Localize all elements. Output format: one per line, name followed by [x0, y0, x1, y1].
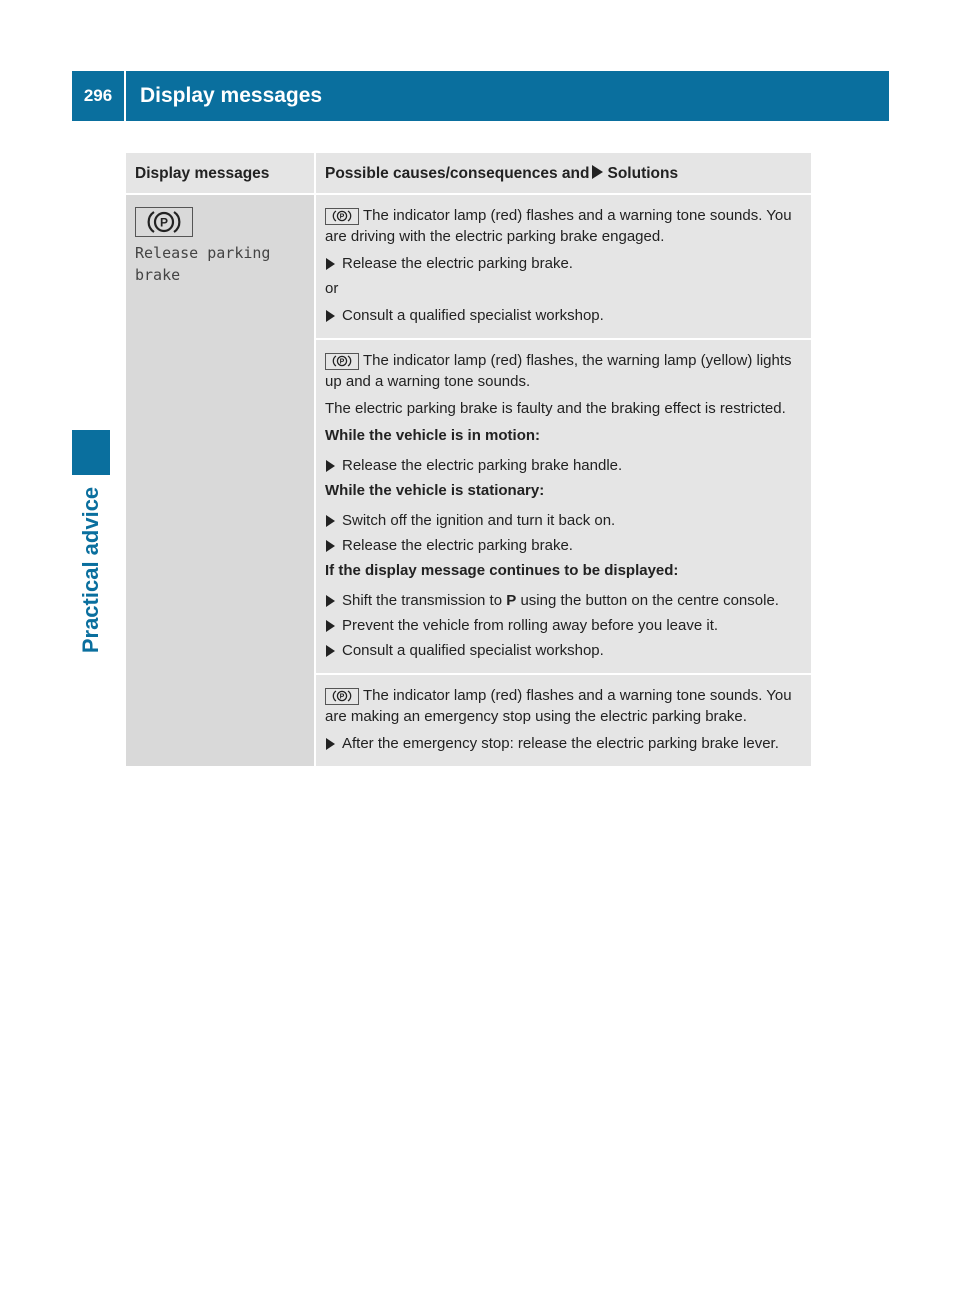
solution-step	[325, 305, 803, 326]
step-arrow-icon	[326, 738, 335, 750]
step-arrow-icon	[326, 540, 335, 552]
cause-text: You are driving with the electric parking brake engaged.	[325, 207, 792, 245]
step-text: Switch off the ignition and turn it back on.	[342, 512, 616, 529]
svg-text:P: P	[339, 358, 345, 366]
intro-text: The indicator lamp (red) flashes and a warning tone sounds.	[363, 687, 763, 704]
step-text: Release the electric parking brake handle.	[342, 457, 623, 474]
step-arrow-icon	[326, 645, 335, 657]
step-text: using the button on the centre console.	[520, 592, 779, 609]
step-text: Shift the transmission to	[342, 592, 503, 609]
solution-arrow-icon	[592, 165, 603, 179]
step-text: Consult a qualified specialist workshop.	[342, 642, 604, 659]
solution-step	[325, 590, 803, 611]
solution-block-1	[316, 193, 811, 338]
side-tab-marker	[72, 430, 110, 475]
step-arrow-icon	[326, 515, 335, 527]
step-text: After the emergency stop: release the electric parking brake lever.	[342, 735, 779, 752]
step-text: Consult a qualified specialist workshop.	[342, 307, 604, 324]
solution-step	[325, 535, 803, 556]
svg-text:P: P	[339, 213, 345, 221]
page-number: 296	[72, 71, 126, 121]
or-text: or	[325, 280, 339, 297]
svg-text:P: P	[159, 215, 169, 230]
table-row	[126, 193, 811, 338]
parking-brake-indicator-icon	[325, 208, 359, 225]
subheading-stationary: While the vehicle is stationary:	[325, 482, 545, 499]
solution-step	[325, 455, 803, 476]
column-header-display-messages: Display messages	[126, 153, 316, 193]
parking-brake-icon	[135, 207, 193, 237]
intro-text: The indicator lamp (red) flashes and a warning tone sounds.	[363, 207, 763, 224]
subheading-still-displayed: If the display message continues to be displayed:	[325, 562, 679, 579]
solution-step	[325, 733, 803, 754]
block-intro	[325, 350, 803, 392]
parking-brake-indicator-icon	[325, 353, 359, 370]
header-causes-text: Possible causes/consequences and	[325, 164, 590, 182]
cause-text: You are making an emergency stop using the electric parking brake.	[325, 687, 792, 725]
step-text: Release the electric parking brake.	[342, 255, 573, 272]
display-message-text: Release parking brake	[135, 244, 271, 284]
step-arrow-icon	[326, 620, 335, 632]
side-tab-label	[72, 480, 110, 660]
step-arrow-icon	[326, 258, 335, 270]
cause-text: The electric parking brake is faulty and the braking effect is restricted.	[325, 400, 786, 417]
column-header-causes-solutions	[316, 153, 811, 193]
step-text: Release the electric parking brake.	[342, 537, 573, 554]
block-intro	[325, 685, 803, 727]
header-solutions-text: Solutions	[607, 164, 679, 182]
intro-text: The indicator lamp (red) flashes, the warning lamp (yellow) lights up and a warning tone sounds.	[325, 352, 792, 390]
solution-step	[325, 253, 803, 274]
svg-text:P: P	[339, 693, 345, 701]
solution-step	[325, 615, 803, 636]
solution-block-3	[316, 673, 811, 766]
table-header-row	[126, 153, 811, 193]
step-arrow-icon	[326, 310, 335, 322]
step-text: Prevent the vehicle from rolling away before you leave it.	[342, 617, 719, 634]
display-messages-table	[126, 153, 811, 766]
subheading-in-motion: While the vehicle is in motion:	[325, 427, 541, 444]
step-arrow-icon	[326, 595, 335, 607]
page-title: Display messages	[140, 84, 323, 107]
transmission-position: P	[506, 592, 517, 609]
parking-brake-indicator-icon	[325, 688, 359, 705]
solution-step	[325, 640, 803, 661]
step-arrow-icon	[326, 460, 335, 472]
section-label: Practical advice	[78, 486, 103, 654]
display-message-cell	[126, 193, 316, 766]
solution-block-2	[316, 338, 811, 673]
solution-step	[325, 510, 803, 531]
block-intro	[325, 205, 803, 247]
